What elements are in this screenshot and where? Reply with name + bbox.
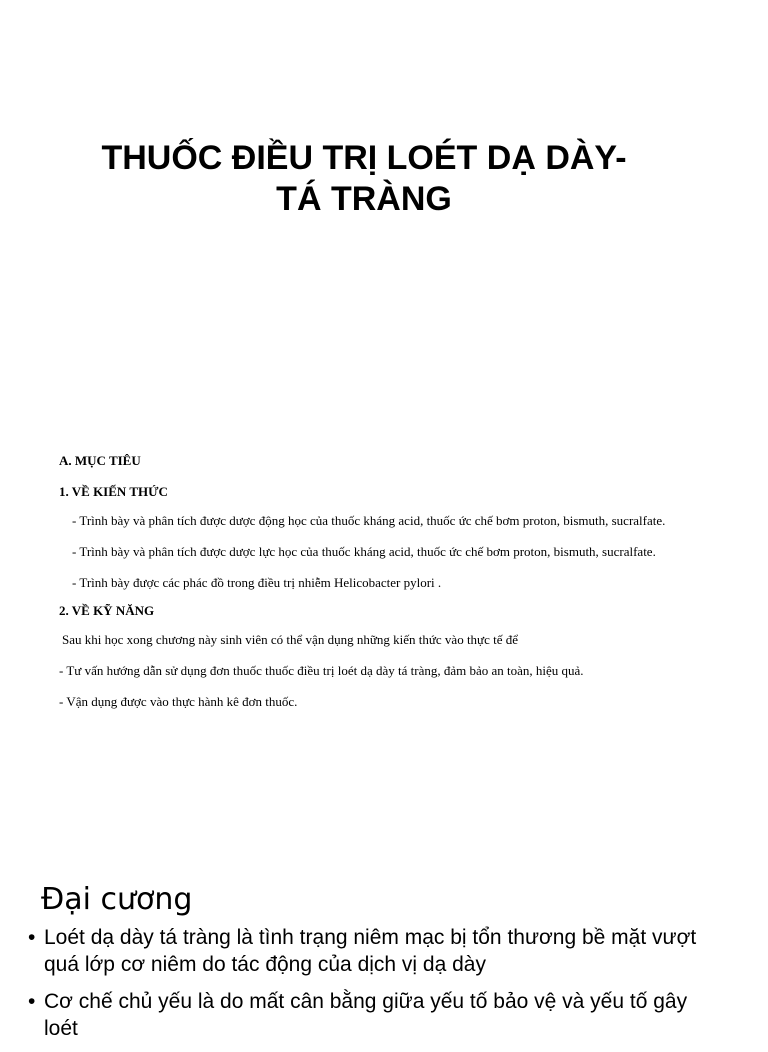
skills-heading: 2. VỀ KỸ NĂNG: [59, 603, 155, 618]
knowledge-item: - Trình bày và phân tích được dược động học của thuốc kháng acid, thuốc ức chế bơm proton, bismuth, sucralfate.: [72, 513, 666, 528]
overview-section: [0, 880, 768, 1052]
knowledge-heading: 1. VỀ KIẾN THỨC: [59, 484, 168, 499]
skills-item: - Vận dụng được vào thực hành kê đơn thuốc.: [59, 694, 298, 709]
knowledge-item: - Trình bày và phân tích được dược lực học của thuốc kháng acid, thuốc ức chế bơm proton, bismuth, sucralfate.: [72, 544, 656, 559]
bullet-icon: •: [28, 926, 36, 949]
slide-title-line2: TÁ TRÀNG: [276, 180, 452, 218]
list-item: [0, 924, 768, 978]
objectives-section: [59, 452, 709, 713]
slide-title-line1: THUỐC ĐIỀU TRỊ LOÉT DẠ DÀY-: [101, 139, 627, 177]
skills-intro: Sau khi học xong chương này sinh viên có thể vận dụng những kiến thức vào thực tế để: [62, 632, 519, 647]
skills-item: - Tư vấn hướng dẫn sử dụng đơn thuốc thuốc điều trị loét dạ dày tá tràng, đảm bảo an toàn, hiệu quả.: [59, 663, 584, 678]
overview-heading: Đại cương: [41, 882, 193, 917]
bullet-icon: •: [28, 990, 36, 1013]
bullet-text: Loét dạ dày tá tràng là tình trạng niêm mạc bị tổn thương bề mặt vượt quá lớp cơ niêm do tác động của dịch vị dạ dày: [44, 926, 697, 976]
bullet-text: Cơ chế chủ yếu là do mất cân bằng giữa yếu tố bảo vệ và yếu tố gây loét: [44, 990, 688, 1040]
list-item: [0, 988, 768, 1042]
slide-title: [40, 138, 688, 220]
knowledge-item: - Trình bày được các phác đồ trong điều trị nhiễm Helicobacter pylori .: [72, 575, 442, 590]
objectives-heading: A. MỤC TIÊU: [59, 453, 141, 468]
overview-bullet-list: [0, 924, 768, 1042]
